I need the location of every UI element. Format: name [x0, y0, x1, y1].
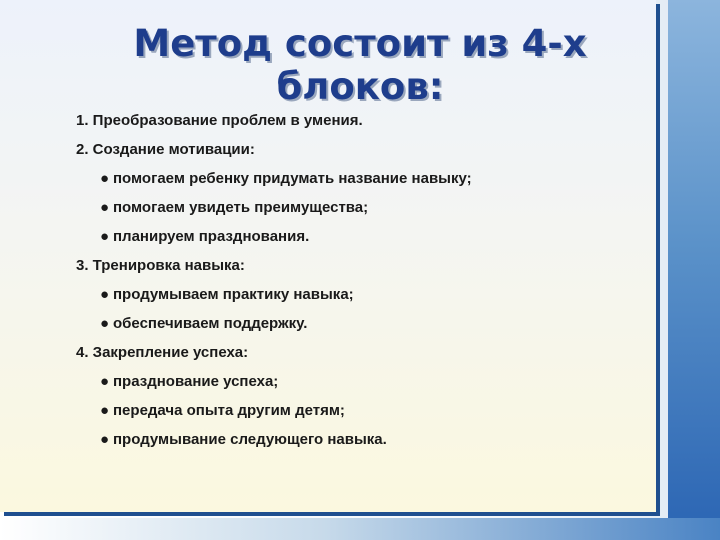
list-item-text: празднование успеха;: [113, 373, 279, 390]
bullet-icon: ●: [100, 286, 110, 303]
sub-list-item: [76, 193, 472, 222]
sub-list-item: [76, 280, 472, 309]
list-item: [76, 338, 472, 367]
sub-list-item: [76, 222, 472, 251]
list-item-text: помогаем увидеть преимущества;: [113, 199, 369, 216]
list-item: [76, 251, 472, 280]
sub-list-item: [76, 164, 472, 193]
sub-list-item: [76, 396, 472, 425]
list-item-text: продумывание следующего навыка.: [113, 431, 387, 448]
bottom-decorative-band: [0, 518, 720, 540]
sub-list-item: [76, 425, 472, 454]
list-item-text: продумываем практику навыка;: [113, 286, 354, 303]
list-item-text: 1. Преобразование проблем в умения.: [76, 112, 363, 129]
list-item-text: обеспечиваем поддержку.: [113, 315, 308, 332]
list-item-text: 4. Закрепление успеха:: [76, 344, 249, 361]
bullet-icon: ●: [100, 199, 110, 216]
sub-list-item: [76, 367, 472, 396]
sub-list-item: [76, 309, 472, 338]
bullet-icon: ●: [100, 315, 110, 332]
list-item-text: передача опыта другим детям;: [113, 402, 345, 419]
content-list: [76, 106, 472, 454]
bullet-icon: ●: [100, 373, 110, 390]
list-item-text: планируем празднования.: [113, 228, 310, 245]
list-item-text: 2. Создание мотивации:: [76, 141, 255, 158]
list-item: [76, 135, 472, 164]
list-item-text: помогаем ребенку придумать название навыку;: [113, 170, 472, 187]
bullet-icon: ●: [100, 402, 110, 419]
list-item: [76, 106, 472, 135]
list-item-text: 3. Тренировка навыка:: [76, 257, 245, 274]
bullet-icon: ●: [100, 228, 110, 245]
bullet-icon: ●: [100, 431, 110, 448]
slide-title: Метод состоит из 4-х блоков:: [133, 22, 587, 108]
right-decorative-band: [668, 0, 720, 540]
bullet-icon: ●: [100, 170, 110, 187]
